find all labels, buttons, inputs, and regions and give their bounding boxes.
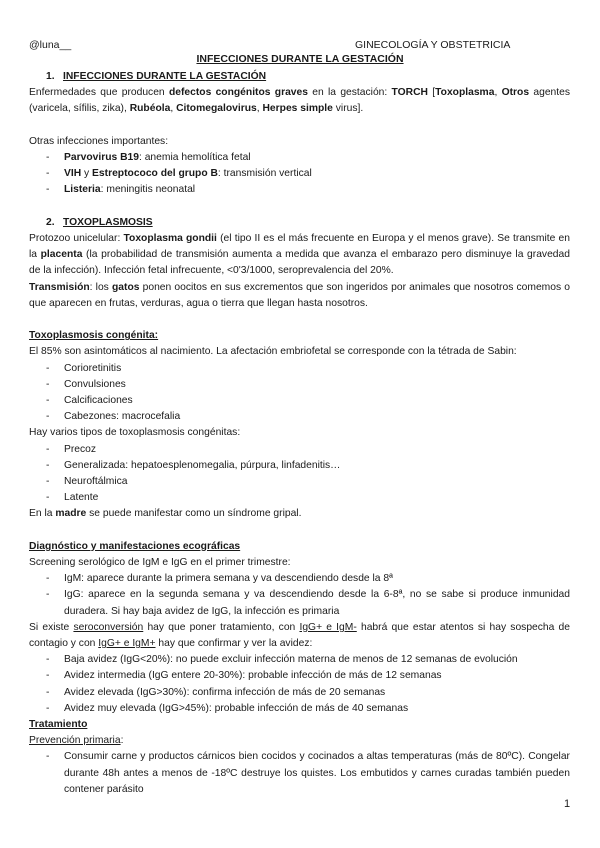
list-item: - Neuroftálmica <box>29 474 570 490</box>
paragraph-otras-infecciones: Otras infecciones importantes: <box>29 135 169 147</box>
paragraph-screening: Screening serológico de IgM e IgG en el primer trimestre: <box>29 557 291 569</box>
list-item: - Parvovirus B19: anemia hemolítica fetal <box>29 150 570 166</box>
list-item: - Generalizada: hepatoesplenomegalia, púrpura, linfadenitis… <box>29 458 570 474</box>
list-prevencion-primaria <box>29 749 570 798</box>
subheading-tratamiento: Tratamiento <box>29 719 88 731</box>
paragraph-sabin: El 85% son asintomáticos al nacimiento. La afectación embriofetal se corresponde con la tétrada de Sabin: <box>29 346 517 358</box>
document-body <box>29 69 570 798</box>
list-item: - Latente <box>29 490 570 506</box>
paragraph-torch: Enfermedades que producen defectos congénitos graves en la gestación: TORCH [Toxoplasma, Otros agentes (varicela, sífilis, zika), Rubéola, Citomegalovirus, Herpes simple virus]. <box>29 87 571 115</box>
paragraph-transmision: Transmisión: los gatos ponen oocitos en sus excrementos que son ingeridos por animales que nosotros comemos o que aparecen en frutas, verduras, agua o tierra que llegan hasta nosotros. <box>29 281 571 309</box>
list-item: - Avidez intermedia (IgG entere 20-30%): probable infección de más de 12 semanas <box>29 668 570 684</box>
list-item: - Consumir carne y productos cárnicos bien cocidos y cocinados a altas temperaturas (más de 80ºC). Congelar durante 48h antes a menos de -18ºC destruye los quistes. Los embutidos y carnes curadas también pueden contener parásito <box>29 749 570 798</box>
header-author: @luna__ <box>29 39 72 51</box>
list-item: - Precoz <box>29 442 570 458</box>
paragraph-prevencion: Prevención primaria: <box>29 735 124 747</box>
list-item: - Avidez elevada (IgG>30%): confirma infección de más de 20 semanas <box>29 685 570 701</box>
list-item: - Listeria: meningitis neonatal <box>29 182 570 198</box>
list-item: - IgM: aparece durante la primera semana y va descendiendo desde la 8ª <box>29 571 570 587</box>
list-inmunoglobulinas <box>29 571 570 620</box>
list-item: - Calcificaciones <box>29 393 570 409</box>
document-title: INFECCIONES DURANTE LA GESTACIÓN <box>196 53 404 65</box>
header-subject: GINECOLOGÍA Y OBSTETRICIA <box>355 39 511 51</box>
paragraph-protozoo: Protozoo unicelular: Toxoplasma gondii (el tipo II es el más frecuente en Europa y el menos grave). Se transmite en la placenta (la probabilidad de transmisión aumenta a medida que avanza el embarazo pero disminuye la gravedad de la infección). Infección fetal infrecuente, <0'3/1000, seroprevalencia del 20%. <box>29 233 571 277</box>
paragraph-seroconversion: Si existe seroconversión hay que poner tratamiento, con IgG+ e IgM- habrá que estar atentos si hay sospecha de contagio y con IgG+ e IgM+ hay que confirmar y ver la avidez: <box>29 621 571 650</box>
list-tetrada-sabin <box>29 361 570 426</box>
page-number: 1 <box>564 798 571 810</box>
list-item: - IgG: aparece en la segunda semana y va descendiendo desde la 6-8ª, no se sabe si produce inmunidad duradera. Si hay baja avidez de IgG, la infección es primaria <box>29 587 570 619</box>
list-item: - Cabezones: macrocefalia <box>29 409 570 425</box>
section-heading-infecciones: 1. INFECCIONES DURANTE LA GESTACIÓN <box>46 71 267 82</box>
list-item: - VIH y Estreptococo del grupo B: transmisión vertical <box>29 166 570 182</box>
subheading-congenita: Toxoplasmosis congénita: <box>29 330 159 342</box>
list-otras-infecciones <box>29 150 570 199</box>
list-item: - Corioretinitis <box>29 361 570 377</box>
paragraph-tipos: Hay varios tipos de toxoplasmosis congénitas: <box>29 427 241 439</box>
list-tipos-congenita <box>29 442 570 507</box>
list-item: - Convulsiones <box>29 377 570 393</box>
subheading-diagnostico: Diagnóstico y manifestaciones ecográficas <box>29 540 241 552</box>
paragraph-madre: En la madre se puede manifestar como un síndrome gripal. <box>29 508 302 520</box>
list-item: - Avidez muy elevada (IgG>45%): probable infección de más de 40 semanas <box>29 701 570 717</box>
section-heading-toxoplasmosis: 2. TOXOPLASMOSIS <box>46 216 153 228</box>
list-item: - Baja avidez (IgG<20%): no puede excluir infección materna de menos de 12 semanas de evolución <box>29 652 570 668</box>
list-avidez <box>29 652 570 717</box>
